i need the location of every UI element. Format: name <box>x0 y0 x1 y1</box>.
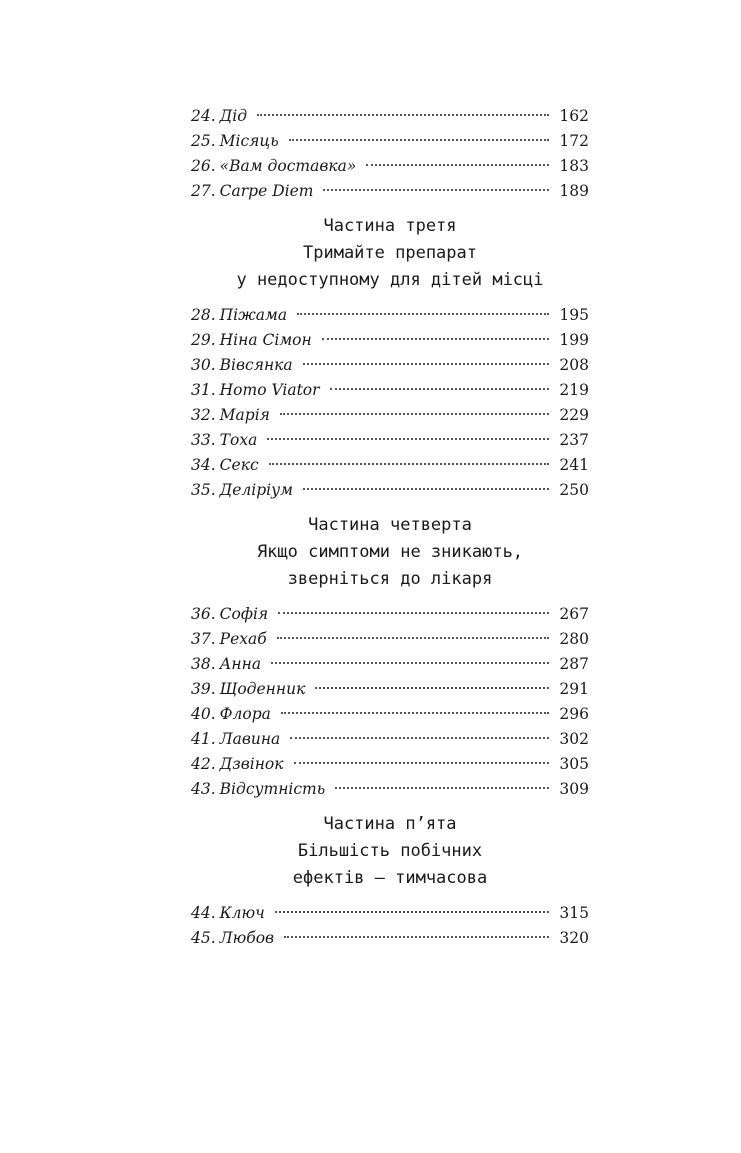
part-title-line: Тримайте препарат <box>303 243 477 263</box>
entry-page: 208 <box>559 356 589 374</box>
entry-page: 320 <box>559 929 589 947</box>
entry-title: Дід <box>219 107 248 125</box>
entry-page: 296 <box>559 705 589 723</box>
part-title-line: Якщо симптоми не зникають, <box>256 542 524 562</box>
entry-title: Марія <box>219 406 270 424</box>
entry-page: 280 <box>559 630 589 648</box>
part-label: Частина третя <box>323 216 457 236</box>
toc-entry[interactable] <box>191 901 589 926</box>
entry-title: Софія <box>219 605 269 623</box>
part-heading-3 <box>191 213 589 294</box>
dot-leader <box>322 338 550 340</box>
entry-page: 195 <box>559 306 589 324</box>
entry-title: «Вам доставка» <box>219 157 357 175</box>
entry-number: 28. <box>191 306 216 324</box>
entry-number: 27. <box>191 182 216 200</box>
dot-leader <box>330 388 550 390</box>
part-label: Частина четверта <box>308 515 472 535</box>
dot-leader <box>257 114 549 116</box>
part-title-line: зверніться до лікаря <box>287 569 493 589</box>
toc-entry[interactable] <box>191 926 589 951</box>
dot-leader <box>267 438 549 440</box>
dot-leader <box>366 164 549 166</box>
dot-leader <box>290 737 549 739</box>
dot-leader <box>277 637 550 639</box>
entry-title: Рехаб <box>219 630 267 648</box>
dot-leader <box>289 139 550 141</box>
toc-entry[interactable] <box>191 328 589 353</box>
dot-leader <box>303 488 549 490</box>
dot-leader <box>280 413 549 415</box>
entry-number: 26. <box>191 157 216 175</box>
dot-leader <box>297 313 549 315</box>
dot-leader <box>278 612 549 614</box>
part-title-line: ефектів — тимчасова <box>292 868 488 888</box>
entry-number: 37. <box>191 630 216 648</box>
toc-entry[interactable] <box>191 627 589 652</box>
entry-number: 43. <box>191 780 216 798</box>
dot-leader <box>281 712 550 714</box>
toc-entry[interactable] <box>191 104 589 129</box>
entry-page: 309 <box>559 780 589 798</box>
toc-entry[interactable] <box>191 179 589 204</box>
dot-leader <box>275 911 550 913</box>
entry-number: 25. <box>191 132 216 150</box>
dot-leader <box>323 189 549 191</box>
entry-page: 305 <box>559 755 589 773</box>
toc-block-2 <box>191 303 589 503</box>
entry-title: Місяць <box>219 132 279 150</box>
dot-leader <box>303 363 550 365</box>
toc-entry[interactable] <box>191 154 589 179</box>
entry-title: Флора <box>219 705 271 723</box>
entry-page: 199 <box>559 331 589 349</box>
entry-title: Лавина <box>219 730 281 748</box>
entry-number: 40. <box>191 705 216 723</box>
entry-title: Відсутність <box>219 780 326 798</box>
entry-page: 183 <box>559 157 589 175</box>
toc-entry[interactable] <box>191 652 589 677</box>
entry-number: 36. <box>191 605 216 623</box>
toc-entry[interactable] <box>191 453 589 478</box>
entry-number: 41. <box>191 730 216 748</box>
entry-title: Любов <box>219 929 275 947</box>
entry-title: Анна <box>219 655 262 673</box>
entry-page: 219 <box>559 381 589 399</box>
entry-page: 291 <box>559 680 589 698</box>
entry-title: Тоха <box>219 431 258 449</box>
part-heading-4 <box>191 512 589 593</box>
toc-entry[interactable] <box>191 702 589 727</box>
entry-number: 30. <box>191 356 216 374</box>
entry-number: 29. <box>191 331 216 349</box>
entry-title: Homo Viator <box>219 381 320 399</box>
toc-entry[interactable] <box>191 403 589 428</box>
dot-leader <box>269 463 550 465</box>
entry-title: Carpe Diem <box>219 182 314 200</box>
part-title-line: Більшість побічних <box>297 841 483 861</box>
entry-title: Деліріум <box>219 481 293 499</box>
entry-number: 44. <box>191 904 216 922</box>
entry-number: 38. <box>191 655 216 673</box>
entry-number: 31. <box>191 381 216 399</box>
dot-leader <box>284 936 549 938</box>
entry-title: Секс <box>219 456 259 474</box>
entry-page: 241 <box>559 456 589 474</box>
entry-page: 162 <box>559 107 589 125</box>
entry-number: 33. <box>191 431 216 449</box>
toc-entry[interactable] <box>191 478 589 503</box>
entry-number: 24. <box>191 107 216 125</box>
dot-leader <box>335 787 549 789</box>
entry-number: 35. <box>191 481 216 499</box>
toc-entry[interactable] <box>191 428 589 453</box>
entry-page: 237 <box>559 431 589 449</box>
toc-entry[interactable] <box>191 129 589 154</box>
entry-title: Ключ <box>219 904 265 922</box>
entry-page: 229 <box>559 406 589 424</box>
entry-number: 32. <box>191 406 216 424</box>
toc-block-4 <box>191 901 589 951</box>
entry-title: Щоденник <box>219 680 306 698</box>
toc-entry[interactable] <box>191 727 589 752</box>
dot-leader <box>271 662 549 664</box>
toc-entry[interactable] <box>191 378 589 403</box>
entry-page: 267 <box>559 605 589 623</box>
entry-page: 302 <box>559 730 589 748</box>
dot-leader <box>294 762 550 764</box>
entry-page: 287 <box>559 655 589 673</box>
toc-entry[interactable] <box>191 752 589 777</box>
entry-number: 42. <box>191 755 216 773</box>
entry-title: Ніна Сімон <box>219 331 312 349</box>
toc-entry[interactable] <box>191 353 589 378</box>
part-title-line: у недоступному для дітей місці <box>236 270 544 290</box>
toc-block-3 <box>191 602 589 802</box>
toc-block-1 <box>191 104 589 204</box>
dot-leader <box>315 687 549 689</box>
table-of-contents <box>191 104 589 951</box>
toc-entry[interactable] <box>191 677 589 702</box>
toc-entry[interactable] <box>191 602 589 627</box>
entry-number: 39. <box>191 680 216 698</box>
entry-page: 172 <box>559 132 589 150</box>
entry-number: 34. <box>191 456 216 474</box>
entry-title: Вівсянка <box>219 356 293 374</box>
entry-page: 315 <box>559 904 589 922</box>
toc-entry[interactable] <box>191 777 589 802</box>
entry-number: 45. <box>191 929 216 947</box>
part-label: Частина п’ята <box>323 814 457 834</box>
entry-page: 189 <box>559 182 589 200</box>
entry-title: Дзвінок <box>219 755 284 773</box>
entry-page: 250 <box>559 481 589 499</box>
part-heading-5 <box>191 811 589 892</box>
entry-title: Піжама <box>219 306 288 324</box>
toc-entry[interactable] <box>191 303 589 328</box>
